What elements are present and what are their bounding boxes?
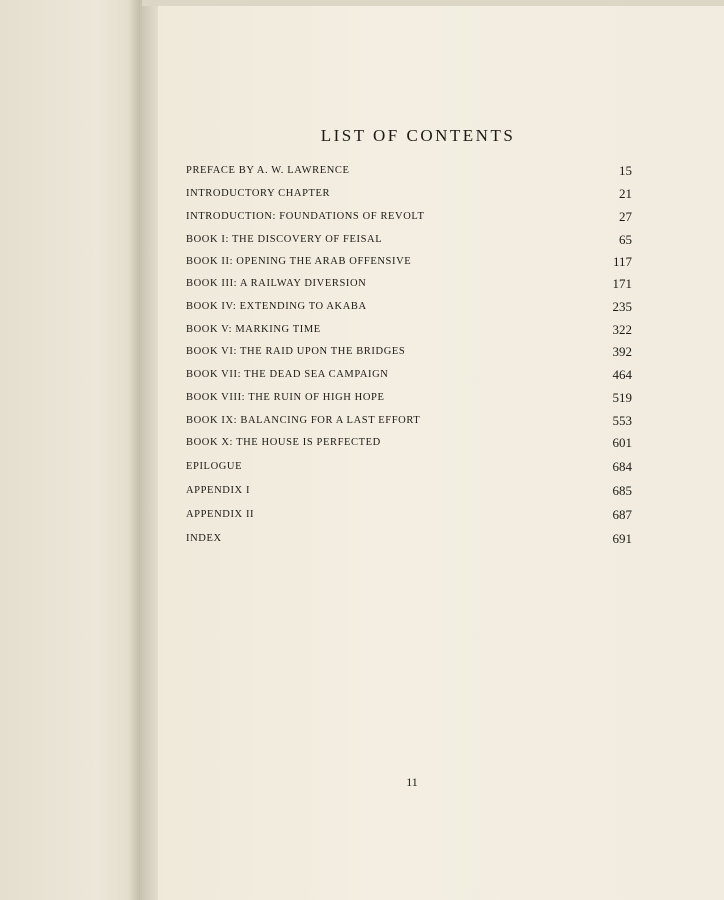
entry-page-number: 15 — [619, 163, 632, 178]
contents-entry — [186, 276, 632, 296]
entry-label: BOOK VI: THE RAID UPON THE BRIDGES — [186, 346, 406, 357]
entry-label: EPILOGUE — [186, 461, 243, 472]
contents-entry — [186, 299, 632, 319]
entry-page-number: 27 — [619, 209, 632, 224]
left-page — [0, 0, 140, 900]
contents-entry — [186, 209, 632, 229]
entry-page-number: 684 — [612, 459, 632, 474]
entry-page-number: 685 — [612, 483, 632, 498]
entry-page-number: 322 — [612, 322, 632, 337]
entry-page-number: 691 — [612, 531, 632, 546]
entry-label: BOOK IX: BALANCING FOR A LAST EFFORT — [186, 415, 421, 426]
entry-page-number: 65 — [619, 232, 632, 247]
entry-page-number: 519 — [612, 390, 632, 405]
entry-label: BOOK II: OPENING THE ARAB OFFENSIVE — [186, 256, 412, 267]
contents-entry — [186, 459, 632, 479]
entry-page-number: 553 — [612, 413, 632, 428]
entry-page-number: 117 — [612, 254, 632, 269]
page-number: 11 — [406, 775, 418, 789]
entry-label: INTRODUCTORY CHAPTER — [186, 188, 331, 199]
contents-entry — [186, 163, 632, 183]
entry-page-number: 601 — [612, 435, 632, 450]
contents-entry — [186, 507, 632, 527]
contents-entry — [186, 531, 632, 551]
entry-label: BOOK VII: THE DEAD SEA CAMPAIGN — [186, 369, 389, 380]
entry-page-number: 235 — [612, 299, 632, 314]
page-title: LIST OF CONTENTS — [320, 126, 516, 145]
entry-page-number: 464 — [612, 367, 632, 382]
entry-page-number: 392 — [612, 344, 632, 359]
entry-label: APPENDIX II — [186, 509, 255, 520]
contents-entry — [186, 413, 632, 433]
contents-entry — [186, 390, 632, 410]
entry-label: BOOK IV: EXTENDING TO AKABA — [186, 301, 367, 312]
contents-entry — [186, 322, 632, 342]
contents-entry — [186, 254, 632, 274]
entry-label: INDEX — [186, 533, 222, 544]
entry-label: BOOK X: THE HOUSE IS PERFECTED — [186, 437, 381, 448]
contents-entry — [186, 344, 632, 364]
entry-page-number: 21 — [619, 186, 632, 201]
entry-label: BOOK III: A RAILWAY DIVERSION — [186, 278, 367, 289]
entry-label: PREFACE BY A. W. LAWRENCE — [186, 165, 350, 176]
entry-label: BOOK VIII: THE RUIN OF HIGH HOPE — [186, 392, 385, 403]
contents-entry — [186, 186, 632, 206]
entry-label: BOOK V: MARKING TIME — [186, 324, 321, 335]
entry-label: BOOK I: THE DISCOVERY OF FEISAL — [186, 234, 383, 245]
entry-label: INTRODUCTION: FOUNDATIONS OF REVOLT — [186, 211, 425, 222]
entry-page-number: 171 — [612, 276, 632, 291]
contents-entry — [186, 435, 632, 455]
contents-entry — [186, 367, 632, 387]
contents-entry — [186, 483, 632, 503]
contents-entry — [186, 232, 632, 252]
entry-label: APPENDIX I — [186, 485, 251, 496]
entry-page-number: 687 — [612, 507, 632, 522]
page-top-edge — [142, 0, 724, 6]
